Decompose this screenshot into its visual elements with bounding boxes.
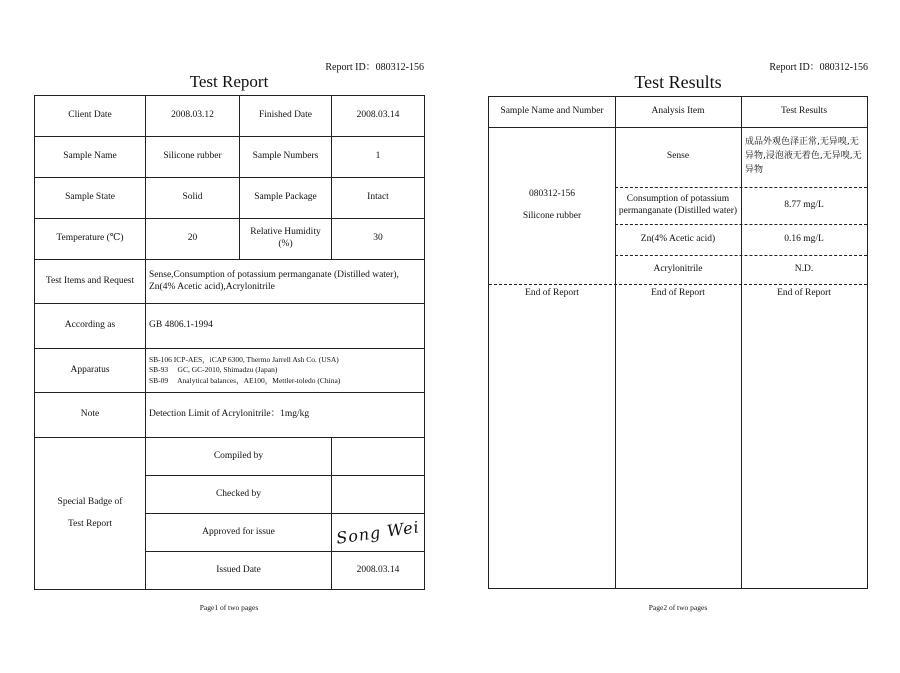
- test-report-table: [34, 95, 425, 590]
- humidity-label: Relative Humidity (%): [240, 219, 332, 260]
- sample-package-value: Intact: [332, 178, 425, 219]
- compiled-by-label: Compiled by: [146, 438, 332, 476]
- row-result: N.D.: [794, 263, 814, 274]
- client-date-value: 2008.03.12: [146, 96, 240, 137]
- issued-date-value: 2008.03.14: [332, 552, 425, 590]
- note-value: Detection Limit of Acrylonitrile：1mg/kg: [146, 393, 425, 438]
- sample-numbers-label: Sample Numbers: [240, 137, 332, 178]
- sample-number: 080312-156: [529, 188, 575, 199]
- special-badge-line-1: Special Badge of: [57, 496, 123, 507]
- client-date-label: Client Date: [35, 96, 146, 137]
- humidity-value: 30: [332, 219, 425, 260]
- test-items-label: Test Items and Request: [35, 260, 146, 304]
- page-title: Test Results: [634, 72, 722, 92]
- according-label: According as: [35, 304, 146, 349]
- special-badge-line-2: Test Report: [68, 518, 112, 529]
- apparatus-line: SB-93 GC, GC-2010, Shimadzu (Japan): [149, 365, 278, 375]
- note-label: Note: [35, 393, 146, 438]
- end-of-report: End of Report: [525, 288, 579, 299]
- header-analysis-item: Analysis Item: [651, 106, 705, 117]
- sample-name-value: Silicone rubber: [146, 137, 240, 178]
- report-id: Report ID：080312-156: [769, 62, 868, 73]
- sample-numbers-value: 1: [332, 137, 425, 178]
- approved-label: Approved for issue: [146, 514, 332, 552]
- finished-date-value: 2008.03.14: [332, 96, 425, 137]
- row-item: Sense: [666, 151, 690, 162]
- sample-state-value: Solid: [146, 178, 240, 219]
- special-badge-label: [35, 438, 146, 590]
- finished-date-label: Finished Date: [240, 96, 332, 137]
- test-results-table: [488, 96, 868, 589]
- checked-by-value: [332, 476, 425, 514]
- row-item: Consumption of potassium permanganate (Distilled water): [618, 193, 738, 216]
- sample-name-label: Sample Name: [35, 137, 146, 178]
- sample-package-label: Sample Package: [240, 178, 332, 219]
- according-value: GB 4806.1-1994: [146, 304, 425, 349]
- sample-name: Silicone rubber: [522, 210, 582, 221]
- apparatus-line: SB-106 ICP-AES，iCAP 6300, Thermo Jarrell Ash Co. (USA): [149, 355, 339, 365]
- sample-cell: [489, 127, 615, 284]
- apparatus-line: SB-09 Analytical balances，AE100，Mettler-toledo (China): [149, 375, 341, 385]
- apparatus-value: [146, 349, 425, 393]
- approved-signature-cell: [332, 514, 425, 552]
- apparatus-label: Apparatus: [35, 349, 146, 393]
- row-item: Zn(4% Acetic acid): [640, 233, 716, 244]
- report-id: Report ID：080312-156: [325, 62, 424, 73]
- row-result: 8.77 mg/L: [784, 199, 824, 210]
- row-item: Acrylonitrile: [653, 263, 703, 274]
- row-result: 0.16 mg/L: [784, 233, 824, 244]
- signature: Song Wei: [335, 516, 421, 548]
- issued-date-label: Issued Date: [146, 552, 332, 590]
- page-title: Test Report: [189, 72, 269, 91]
- page-number: Page1 of two pages: [199, 603, 259, 612]
- header-sample-name-number: Sample Name and Number: [500, 106, 604, 117]
- row-result: 成品外观色泽正常,无异嗅,无异物,浸泡液无着色,无异嗅,无异物: [745, 137, 862, 175]
- compiled-by-value: [332, 438, 425, 476]
- page-number: Page2 of two pages: [648, 603, 708, 612]
- header-test-results: Test Results: [780, 106, 828, 117]
- end-of-report: End of Report: [651, 288, 705, 299]
- test-items-value: Sense,Consumption of potassium permanganate (Distilled water), Zn(4% Acetic acid),Acrylonitrile: [146, 260, 425, 304]
- end-of-report: End of Report: [777, 288, 831, 299]
- temperature-value: 20: [146, 219, 240, 260]
- temperature-label: Temperature (℃): [35, 219, 146, 260]
- sample-state-label: Sample State: [35, 178, 146, 219]
- checked-by-label: Checked by: [146, 476, 332, 514]
